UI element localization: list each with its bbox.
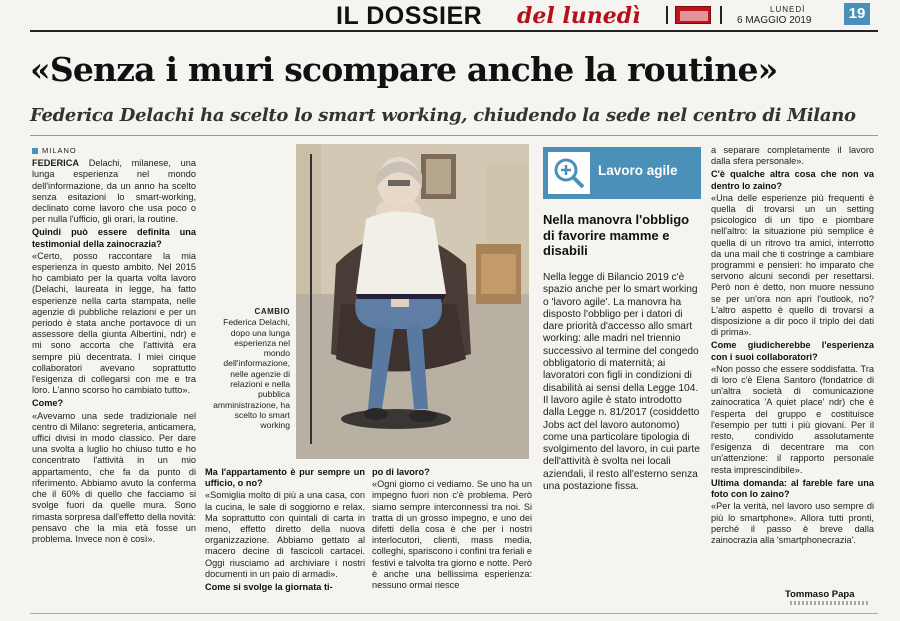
caption-title: CAMBIO bbox=[254, 307, 290, 316]
interview-question: Ultima domanda: al fareble fare una foto con lo zaino? bbox=[711, 477, 874, 500]
interview-question: Quindi può essere definita una testimonial della zainocrazia? bbox=[32, 227, 196, 249]
page-number: 19 bbox=[844, 3, 870, 25]
interview-answer: «Una delle esperienze più frequenti è quella di trovarsi un un setting psicologico di un tipo e piombare nell'altro: la situazione più semplice è quella di un ritrovo tra amici, interrotto da una mail che ti costringe a cambiare programmi e pensieri: ho imparato che servono alcuni secondi per resettarsi. Però non è detto, non muore nessuno se per un'ora non apri l'outlook, no? L'altro aspetto è quello di trovarsi a disposizione a dir poco il triplo dei dati di prima». bbox=[711, 192, 874, 338]
interview-question: Ma l'appartamento è pur sempre un ufficio, o no? bbox=[205, 467, 365, 489]
interview-answer: «Per la verità, nel lavoro uso sempre di più lo smartphone». Allora tutti pronti, perché il passo è breve dalla zainocrazia alla 'smartphonecrazia'. bbox=[711, 501, 874, 545]
sidebar-box-title: Nella manovra l'obbligo di favorire mamme e disabili bbox=[543, 212, 690, 258]
newspaper-logo-icon bbox=[675, 6, 711, 24]
article-column-1 bbox=[32, 145, 196, 615]
article-subheadline: Federica Delachi ha scelto lo smart working, chiudendo la sede nel centro di Milano bbox=[30, 105, 856, 126]
square-bullet-icon bbox=[32, 148, 38, 154]
bottom-divider bbox=[30, 613, 878, 614]
interview-question: Come giudicherebbe l'esperienza con i suoi collaboratori? bbox=[711, 340, 874, 362]
title-divider bbox=[30, 135, 878, 136]
interview-answer: «Avevamo una sede tradizionale nel centro di Milano: segreteria, anticamera, uffici divisi in modo classico. Per dare una svolta a luglio ho chiuso tutto e ho concentrato l'attività in un mio appartamento, che fa da punto di riferimento. Abbiamo avuto la conferma che il 60% di quello che facciamo si svolge fuori da quelle mura. Sono rimasta sorpresa dall'effetto della novità: pensavo che la mia età fosse un problema. Invece non è così». bbox=[32, 410, 196, 544]
section-title: IL DOSSIER bbox=[336, 2, 483, 30]
header-divider bbox=[666, 6, 668, 24]
author-signature: Tommaso Papa bbox=[785, 589, 855, 600]
paragraph: Delachi, milanese, una lunga esperienza nel mondo dell'informazione, da un anno ha scelto senza esitazioni lo smart-working, declinato come lavoro che usa poco o per nulla l'ufficio, gli orari, la routine. bbox=[32, 158, 196, 225]
interview-answer: «Non posso che essere soddisfatta. Tra di loro c'è Elena Santoro (fondatrice di un'altra società di comunicazione zainocratica 'A quiet place' ndr) che è l'esperta del gruppo e costituisce l'esempio per tutti i più giovani. Per il resto, condivido assolutamente l'esigenza di decentrare ma con un'attenzione: il rapporto personale resta imprescindibile». bbox=[711, 363, 874, 475]
article-column-2 bbox=[205, 465, 365, 615]
interview-question: C'è qualche altra cosa che non va dentro lo zaino? bbox=[711, 169, 874, 191]
interview-question: po di lavoro? bbox=[372, 467, 430, 477]
woman-in-armchair-image bbox=[296, 144, 529, 459]
interview-answer: «Somiglia molto di più a una casa, con la cucina, le sale di soggiorno e relax. Ma soprattutto con quintali di carta in meno, effetto diretto della nuova organizzazione. Abbiamo gettato al macero decine di fascicoli cartacei. Oggi riusciamo ad archiviare i nostri documenti in un paio di armadi». bbox=[205, 490, 365, 579]
sidebar-box-body: Nella legge di Bilancio 2019 c'è spazio anche per lo smart working o 'lavoro agile'. La manovra ha disposto l'obbligo per i datori di dare priorità d'accesso allo smart working: alle madri nel triennio successivo al termine del congedo obbligatorio di maternità; ai lavoratori con figli in condizioni di disabilità ai sensi della Legge 104. Il lavoro agile è stato introdotto dalla Legge n. 81/2017 (cosiddetto Jobs act del lavoro autonomo) come una particolare tipologia di svolgimento del lavoro, in cui parte dell'attività è svolta nei locali aziendali, il resto all'esterno senza una postazione fissa. bbox=[543, 272, 700, 493]
caption-text: Federica Delachi, dopo una lunga esperienza nel mondo dell'informazione, nelle agenzie di relazioni e nella pubblica amministrazione, ha scelto lo smart working bbox=[213, 317, 290, 431]
dateline: MILANO bbox=[32, 145, 196, 156]
header-rule bbox=[30, 30, 878, 32]
article-headline: «Senza i muri scompare anche la routine» bbox=[30, 50, 778, 89]
interview-question: Come si svolge la giornata ti- bbox=[205, 582, 333, 593]
lead-word: FEDERICA bbox=[32, 158, 79, 169]
photo-caption bbox=[210, 307, 290, 431]
article-photo bbox=[296, 144, 529, 459]
interview-answer: a separare completamente il lavoro dalla sfera personale». bbox=[711, 145, 874, 167]
interview-answer: «Ogni giorno ci vediamo. Se uno ha un impegno fuori non c'è problema. Però siamo sempre interconnessi tra noi. Si tratta di un grosso impegno, e uno dei difetti della cosa è che per i nostri interlocutori, clienti, mass media, colleghi, spariscono i confini tra feriali e festivi e talvolta tra giorno e notte. Però è anche una bellissima esperienza: nessuno ormai riesce bbox=[372, 479, 532, 591]
interview-question: Come? bbox=[32, 398, 64, 409]
magnifier-plus-icon bbox=[548, 152, 590, 194]
article-column-4 bbox=[711, 145, 874, 595]
sidebar-box-header bbox=[543, 147, 701, 199]
header-day: LUNEDÌ bbox=[770, 5, 806, 14]
section-subtitle: del lunedì bbox=[517, 3, 641, 29]
signature-underline bbox=[790, 601, 868, 605]
header-divider bbox=[720, 6, 722, 24]
header-date: 6 MAGGIO 2019 bbox=[737, 15, 812, 26]
article-column-3 bbox=[372, 465, 532, 615]
interview-answer: «Certo, posso raccontare la mia esperienza in questo ambito. Nel 2015 ho cambiato per la quarta volta lavoro (Delachi, laureata in legge, ha fatto esperienze nella carta stampata, nelle agenzie di pubbliche relazioni e per un periodo è stata anche portavoce di un assessore della giunta Albertini, ndr) e mi sono accorta che l'attività era sempre più decentrata. I miei cinque collaboratori avevano soprattutto l'esigenza di collegarsi con me e tra loro. L'anno scorso ho cambiato tutto». bbox=[32, 250, 196, 396]
sidebar-box-label: Lavoro agile bbox=[598, 163, 678, 178]
